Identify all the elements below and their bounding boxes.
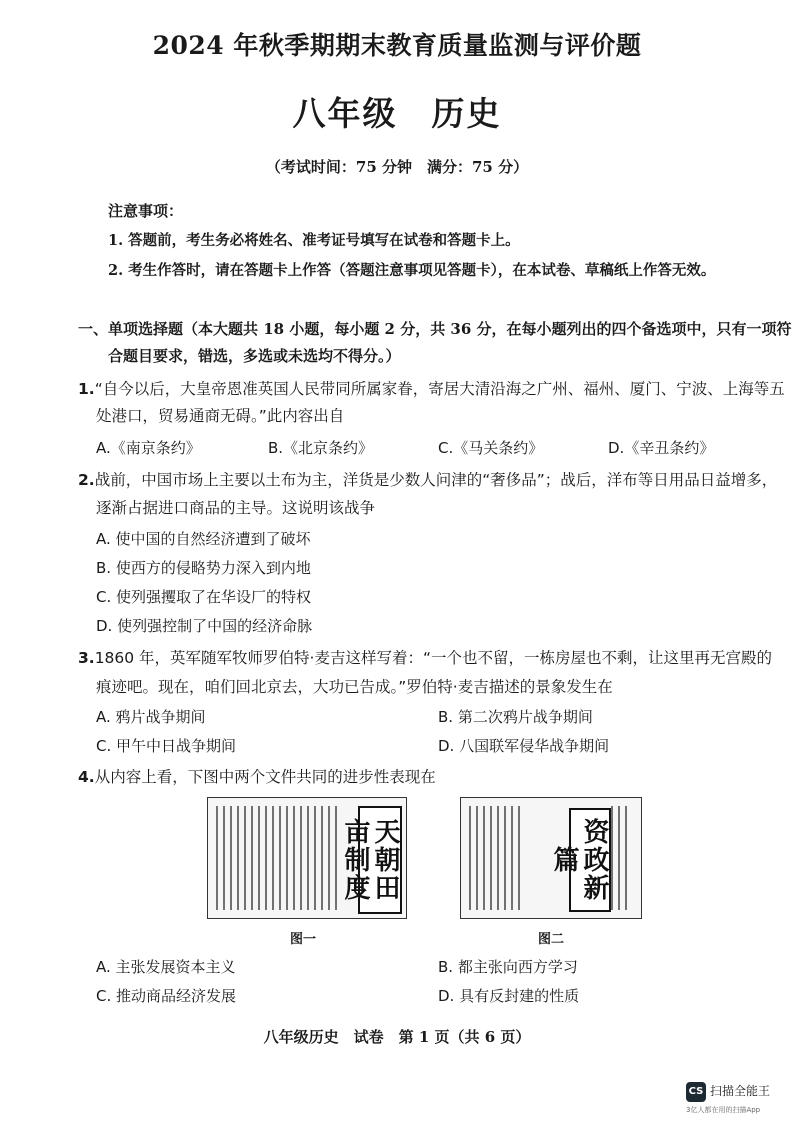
figure-2-caption: 图二 — [538, 932, 565, 947]
section-heading-cont: 合题目要求，错选，多选或未选均不得分。） — [108, 347, 401, 365]
figure-2-text-columns — [469, 806, 529, 910]
question-1-option-b[interactable]: B.《北京条约》 — [268, 439, 374, 457]
question-3-option-a[interactable]: A. 鸦片战争期间 — [96, 708, 206, 726]
question-number: 2. — [78, 471, 95, 489]
section-heading: 一、单项选择题（本大题共 18 小题，每小题 2 分，共 36 分，在每小题列出的四个备选项中，只有一项符 — [78, 320, 792, 338]
question-2-option-b[interactable]: B. 使西方的侵略势力深入到内地 — [96, 559, 311, 577]
figure-2-side-columns — [611, 806, 635, 910]
figure-1-text-columns — [216, 806, 356, 910]
grade-label: 八年级 — [292, 94, 398, 133]
question-number: 4. — [78, 768, 95, 786]
exam-subtitle — [0, 88, 794, 135]
question-3-stem-cont: 痕迹吧。现在，咱们回北京去，大功已告成。”罗伯特·麦吉描述的景象发生在 — [96, 678, 613, 696]
question-4-option-d[interactable]: D. 具有反封建的性质 — [438, 987, 580, 1005]
watermark-tagline: 3亿人都在用的扫描App — [686, 1106, 761, 1114]
figure-2-book-title: 资政新篇 — [569, 808, 611, 912]
subject-label: 历史 — [431, 94, 502, 133]
figure-1-caption: 图一 — [290, 932, 317, 947]
note-item: 2. 考生作答时，请在答题卡上作答（答题注意事项见答题卡），在本试卷、草稿纸上作答无效。 — [108, 262, 716, 279]
question-4-option-c[interactable]: C. 推动商品经济发展 — [96, 987, 237, 1005]
question-2-option-c[interactable]: C. 使列强攫取了在华设厂的特权 — [96, 588, 312, 606]
camscanner-logo-icon: CS — [686, 1082, 706, 1102]
question-1-option-d[interactable]: D.《辛丑条约》 — [608, 439, 715, 457]
question-2-option-a[interactable]: A. 使中国的自然经济遭到了破坏 — [96, 530, 311, 548]
exam-time-info: （考试时间：75 分钟 满分：75 分） — [265, 158, 529, 176]
question-3-option-c[interactable]: C. 甲午中日战争期间 — [96, 737, 237, 755]
question-3-stem: 3.1860 年，英军随军牧师罗伯特·麦吉这样写着：“一个也不留，一栋房屋也不剩，让这里再无宫殿的 — [78, 649, 773, 667]
note-item: 1. 答题前，考生务必将姓名、准考证号填写在试卷和答题卡上。 — [108, 232, 520, 249]
question-3-option-b[interactable]: B. 第二次鸦片战争期间 — [438, 708, 593, 726]
question-number: 3. — [78, 649, 95, 667]
question-1-option-a[interactable]: A.《南京条约》 — [96, 439, 201, 457]
watermark-app-name: 扫描全能王 — [710, 1084, 771, 1098]
figure-1-image — [207, 797, 407, 919]
question-4-stem: 4.从内容上看，下图中两个文件共同的进步性表现在 — [78, 768, 436, 786]
figure-2-image — [460, 797, 642, 919]
question-3-option-d[interactable]: D. 八国联军侵华战争期间 — [438, 737, 610, 755]
question-4-option-a[interactable]: A. 主张发展资本主义 — [96, 958, 236, 976]
exam-title: 2024 年秋季期期末教育质量监测与评价题 — [152, 31, 642, 60]
question-number: 1. — [78, 380, 95, 398]
question-1-stem-cont: 处港口，贸易通商无碍。”此内容出自 — [96, 407, 345, 425]
question-4-option-b[interactable]: B. 都主张向西方学习 — [438, 958, 578, 976]
figure-1-book-title: 天朝田亩制度 — [358, 806, 402, 914]
question-1-stem: 1.“自今以后，大皇帝恩准英国人民带同所属家眷，寄居大清沿海之广州、福州、厦门、宁波、上海等五 — [78, 380, 785, 398]
page-footer: 八年级历史 试卷 第 1 页（共 6 页） — [263, 1028, 531, 1046]
notes-heading: 注意事项： — [108, 202, 184, 220]
question-2-stem-cont: 逐渐占据进口商品的主导。这说明该战争 — [96, 499, 376, 517]
question-2-stem: 2.战前，中国市场上主要以土布为主，洋货是少数人问津的“奢侈品”；战后，洋布等日用品日益增多， — [78, 471, 778, 489]
question-1-option-c[interactable]: C.《马关条约》 — [438, 439, 544, 457]
question-2-option-d[interactable]: D. 使列强控制了中国的经济命脉 — [96, 617, 313, 635]
